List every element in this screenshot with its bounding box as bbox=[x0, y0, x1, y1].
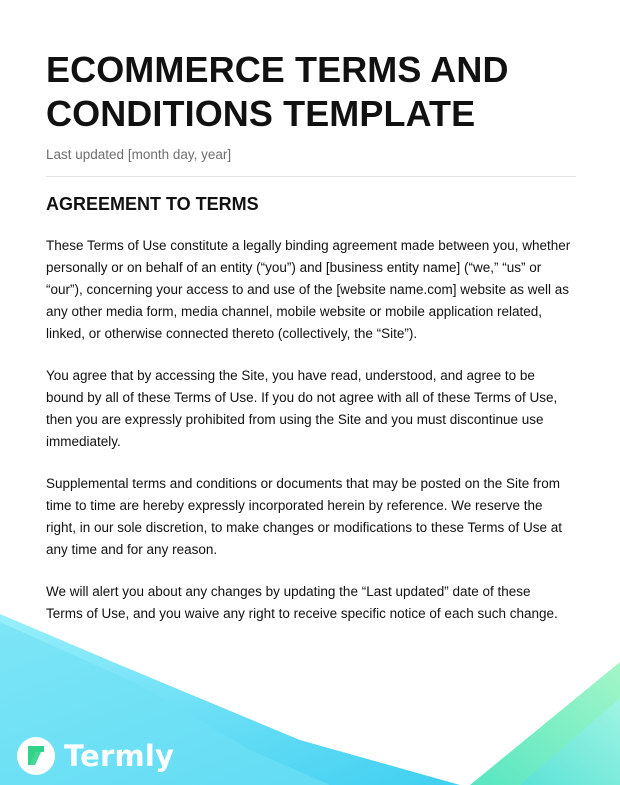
document-content bbox=[46, 48, 574, 625]
section-heading: AGREEMENT TO TERMS bbox=[46, 194, 259, 214]
document-title-line: CONDITIONS TEMPLATE bbox=[46, 93, 476, 134]
document-title-line: ECOMMERCE TERMS AND bbox=[46, 49, 509, 90]
document-title bbox=[46, 48, 574, 136]
brand-name: Termly bbox=[64, 739, 175, 773]
termly-logo-icon bbox=[16, 736, 56, 776]
paragraph-line: bound by all of these Terms of Use. If you do not agree with all of these Terms of Use, bbox=[46, 390, 558, 405]
paragraph-line: “our”), concerning your access to and use of the [website name.com] website as well as bbox=[46, 282, 569, 297]
section-divider bbox=[46, 176, 576, 177]
paragraph-change-notice bbox=[46, 581, 574, 625]
paragraph-line: any time and for any reason. bbox=[46, 542, 218, 557]
paragraph-line: You agree that by accessing the Site, you have read, understood, and agree to be bbox=[46, 368, 535, 383]
paragraph-acceptance bbox=[46, 365, 574, 453]
paragraph-agreement-intro bbox=[46, 235, 574, 345]
paragraph-line: any other media form, media channel, mobile website or mobile application related, bbox=[46, 304, 543, 319]
paragraph-line: immediately. bbox=[46, 434, 121, 449]
paragraph-supplemental-terms bbox=[46, 473, 574, 561]
paragraph-line: linked, or otherwise connected thereto (collectively, the “Site”). bbox=[46, 326, 418, 341]
paragraph-line: time to time are hereby expressly incorporated herein by reference. We reserve the bbox=[46, 498, 543, 513]
paragraph-line: Supplemental terms and conditions or documents that may be posted on the Site from bbox=[46, 476, 561, 491]
last-updated-text: Last updated [month day, year] bbox=[46, 147, 232, 162]
paragraph-line: then you are expressly prohibited from using the Site and you must discontinue use bbox=[46, 412, 544, 427]
paragraph-line: Terms of Use, and you waive any right to receive specific notice of each such change. bbox=[46, 606, 558, 621]
paragraph-line: We will alert you about any changes by updating the “Last updated” date of these bbox=[46, 584, 531, 599]
paragraph-line: These Terms of Use constitute a legally binding agreement made between you, whether bbox=[46, 238, 571, 253]
paragraph-line: personally or on behalf of an entity (“you”) and [business entity name] (“we,” “us” or bbox=[46, 260, 542, 275]
termly-brand bbox=[16, 736, 174, 776]
paragraph-line: right, in our sole discretion, to make changes or modifications to these Terms of Use at bbox=[46, 520, 562, 535]
